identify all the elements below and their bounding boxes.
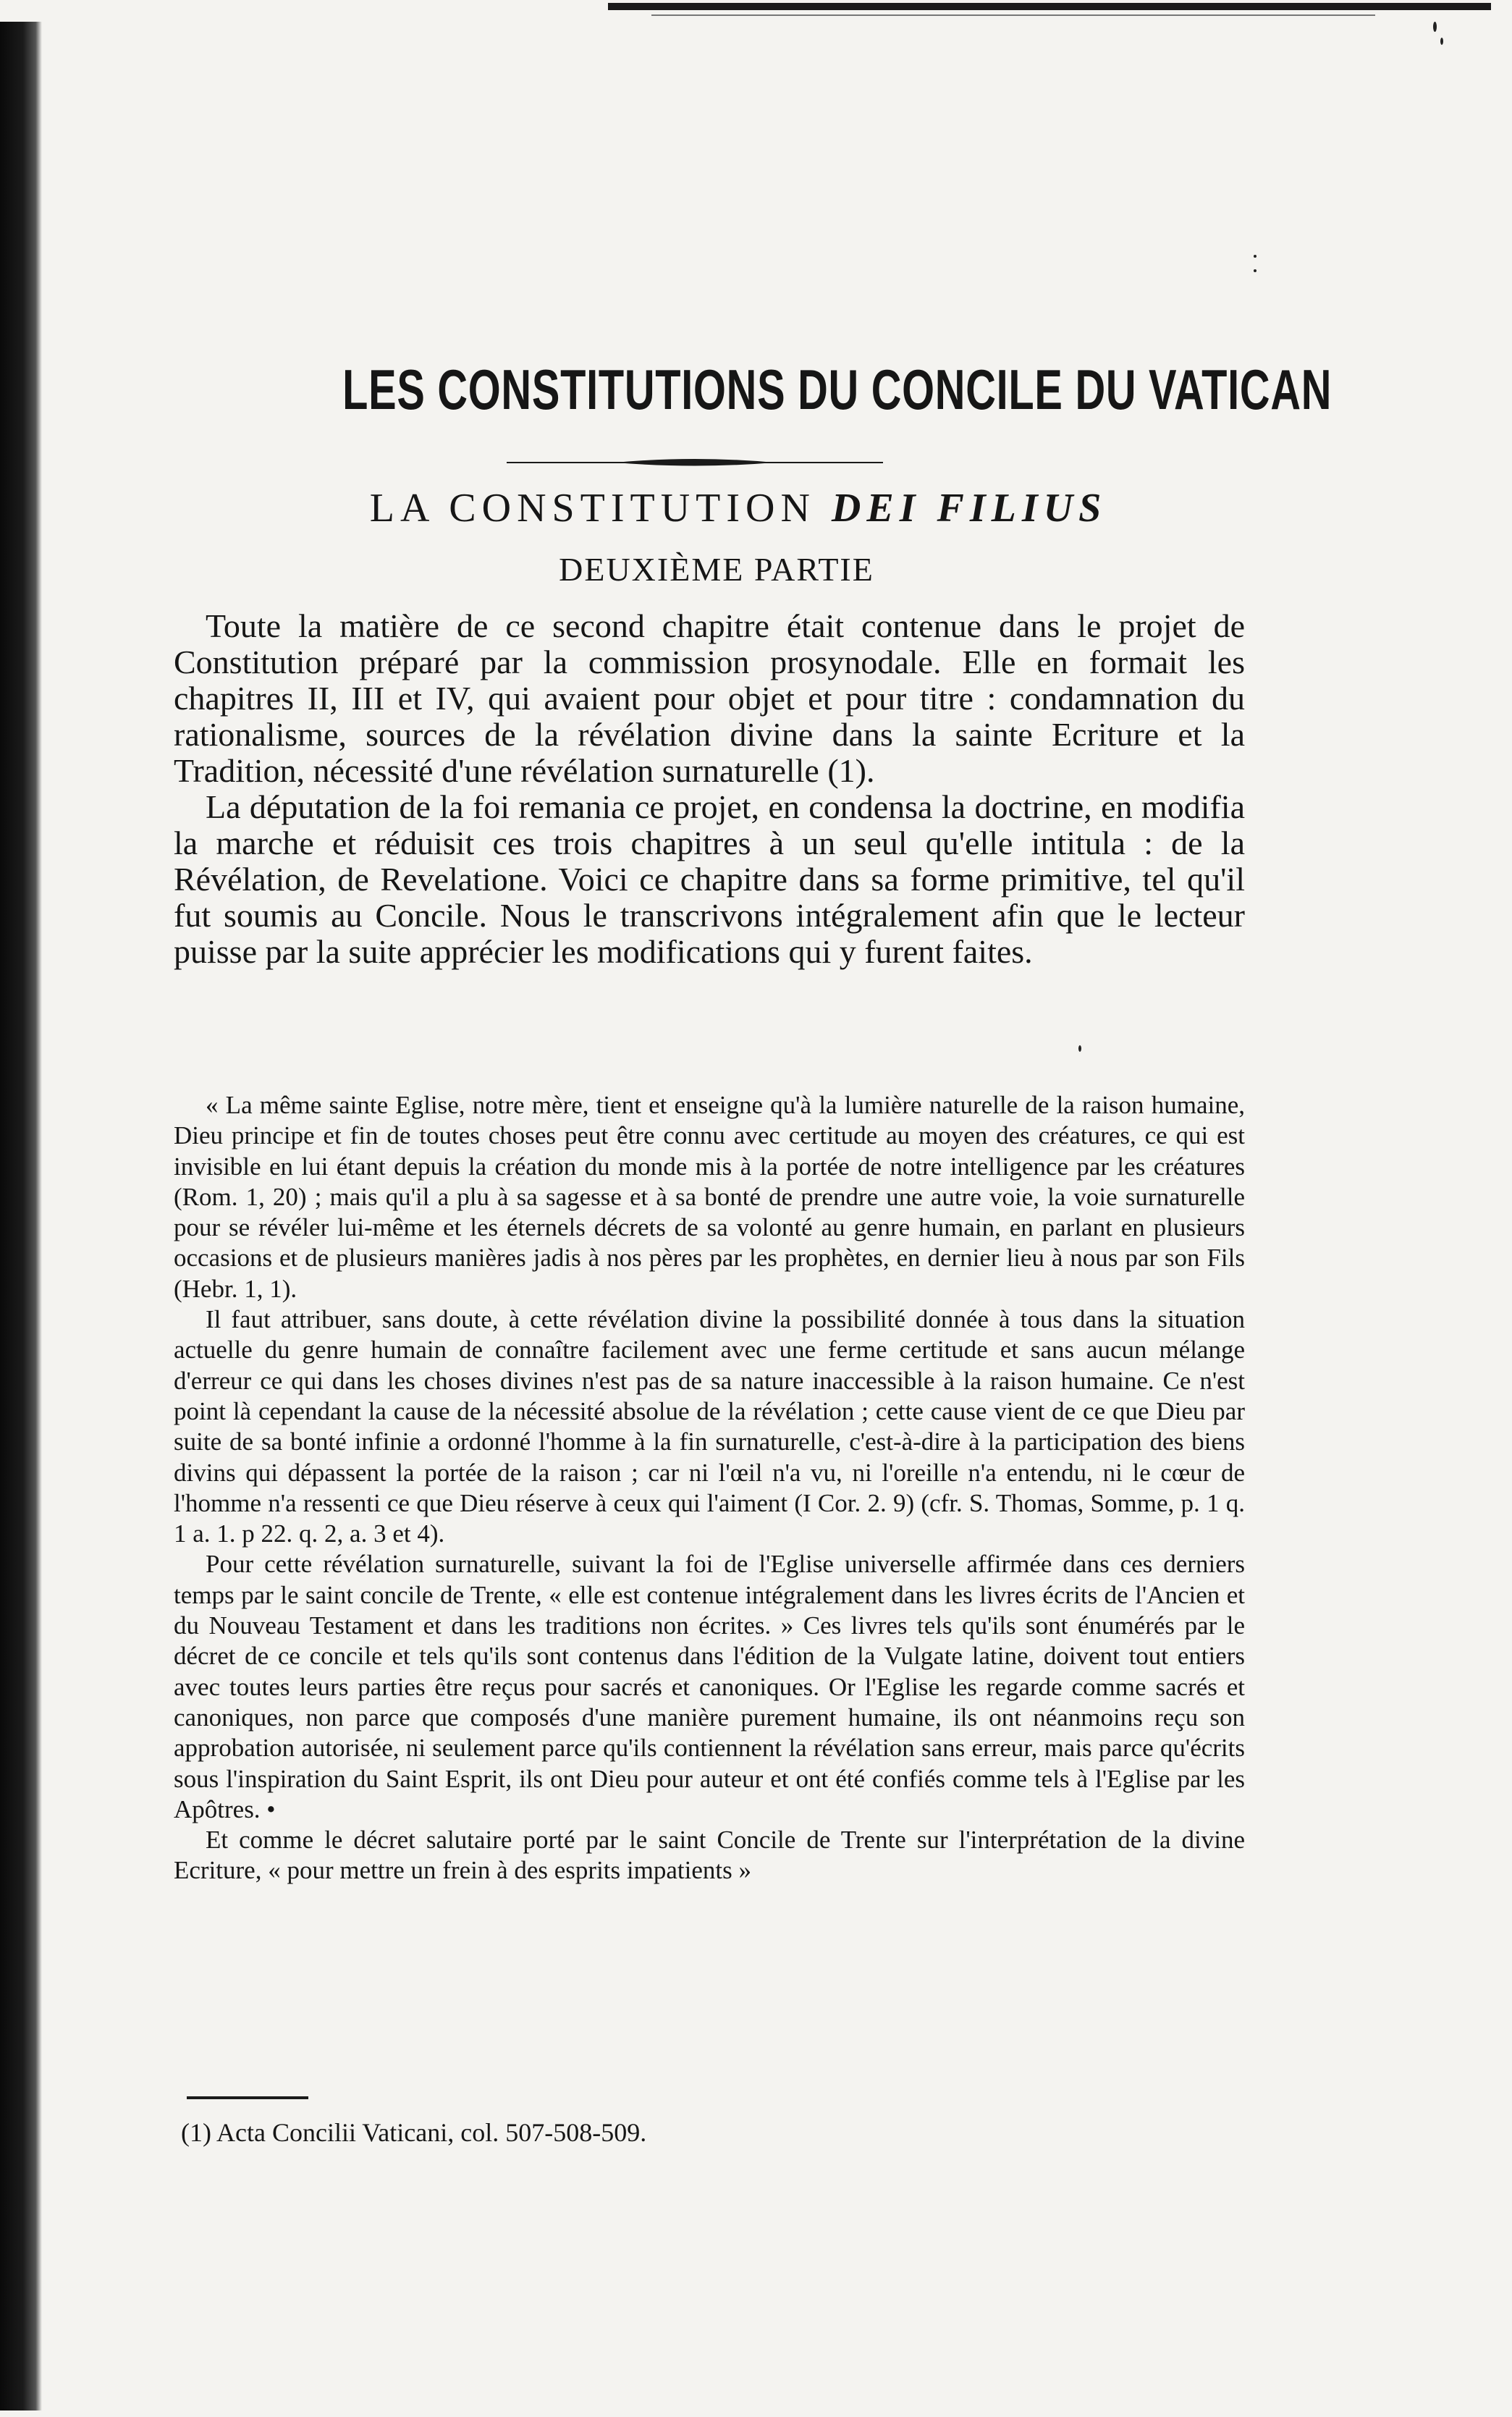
scan-top-edge-line: [651, 14, 1375, 16]
footnote: (1) Acta Concilii Vaticani, col. 507-508-509.: [181, 2118, 647, 2147]
intro-paragraph: Toute la matière de ce second chapitre était contenue dans le projet de Constitution préparé par la commission prosynodale. Elle en formait les chapitres II, III et IV, qui avaient pour objet et pour titre : condamnation du rationalisme, sources de la révélation divine dans la sainte Ecriture et la Tradition, nécessité d'une révélation surnaturelle (1).: [174, 607, 1245, 789]
subtitle-prefix: LA CONSTITUTION: [369, 486, 816, 531]
scan-speck: [1254, 269, 1257, 272]
footnote-rule: [187, 2096, 308, 2099]
scan-binding-edge: [0, 22, 42, 2410]
intro-text: [174, 608, 1245, 970]
intro-paragraph: La députation de la foi remania ce projet, en condensa la doctrine, en modifia la marche et réduisit ces trois chapitres à un seul qu'elle intitula : de la Révélation, de Revelatione. Voici ce chapitre dans sa forme primitive, tel qu'il fut soumis au Concile. Nous le transcrivons intégralement afin que le lecteur puisse par la suite apprécier les modifications qui y furent faites.: [174, 788, 1245, 970]
page-title: LES CONSTITUTIONS DU CONCILE DU VATICAN: [342, 358, 1332, 421]
scan-speck: [1254, 255, 1257, 258]
quote-paragraph: Et comme le décret salutaire porté par le saint Concile de Trente sur l'interprétation de la divine Ecriture, « pour mettre un frein à des esprits impatients »: [174, 1826, 1245, 1885]
constitution-subtitle: [232, 485, 1245, 531]
title-separator-ornament: [507, 452, 883, 473]
quote-paragraph: « La même sainte Eglise, notre mère, tient et enseigne qu'à la lumière naturelle de la raison humaine, Dieu principe et fin de toutes choses peut être connu avec certitude au moyen des créatures, ce qui est invisible en lui étant depuis la création du monde mis à la portée de notre intelligence par les créatures (Rom. 1, 20) ; mais qu'il a plu à sa sagesse et à sa bonté de prendre une autre voie, la voie surnaturelle pour se révéler lui-même et les éternels décrets de sa volonté au genre humain, en parlant en plusieurs occasions et de plusieurs manières jadis à nos pères par les prophètes, en dernier lieu à nous par son Fils (Hebr. 1, 1).: [174, 1091, 1245, 1303]
subtitle-dei-filius: DEI FILIUS: [831, 486, 1107, 531]
part-heading: DEUXIÈME PARTIE: [559, 551, 874, 588]
quoted-chapter-text: [174, 1090, 1245, 1886]
quote-paragraph: Pour cette révélation surnaturelle, suivant la foi de l'Eglise universelle affirmée dans ces derniers temps par le saint concile de Trente, « elle est contenue intégralement dans les livres écrits de l'Ancien et du Nouveau Testament et dans les traditions non écrites. » Ces livres tels qu'ils sont énumérés par le décret de ce concile et tels qu'ils sont contenus dans l'édition de la Vulgate latine, doivent tout entiers avec toutes leurs parties être reçus pour sacrés et canoniques. Or l'Eglise les regarde comme sacrés et canoniques, non parce que composés d'une manière purement humaine, ils ont néanmoins reçu son approbation autorisée, ni seulement parce qu'ils contiennent la révélation sans erreur, mais parce qu'écrits sous l'inspiration du Saint Esprit, ils ont Dieu pour auteur et ont été confiés comme tels à l'Eglise par les Apôtres. •: [174, 1550, 1245, 1823]
scan-speck: [1078, 1045, 1081, 1052]
scan-top-edge: [608, 3, 1491, 10]
quote-paragraph: Il faut attribuer, sans doute, à cette révélation divine la possibilité donnée à tous dans la situation actuelle du genre humain de connaître facilement avec une ferme certitude et sans aucun mélange d'erreur ce qui dans les choses divines n'est pas de sa nature inaccessible à la raison humaine. Ce n'est point là cependant la cause de la nécessité absolue de la révélation ; cette cause vient de ce que Dieu par suite de sa bonté infinie a ordonné l'homme à la fin surnaturelle, c'est-à-dire à la participation des biens divins qui dépassent la portée de la raison ; car ni l'œil n'a vu, ni l'oreille n'a entendu, ni le cœur de l'homme n'a ressenti ce que Dieu réserve à ceux qui l'aiment (I Cor. 2. 9) (cfr. S. Thomas, Somme, p. 1 q. 1 a. 1. p 22. q. 2, a. 3 et 4).: [174, 1305, 1245, 1548]
scan-speck: [1440, 38, 1443, 45]
scan-speck: [1433, 22, 1437, 32]
